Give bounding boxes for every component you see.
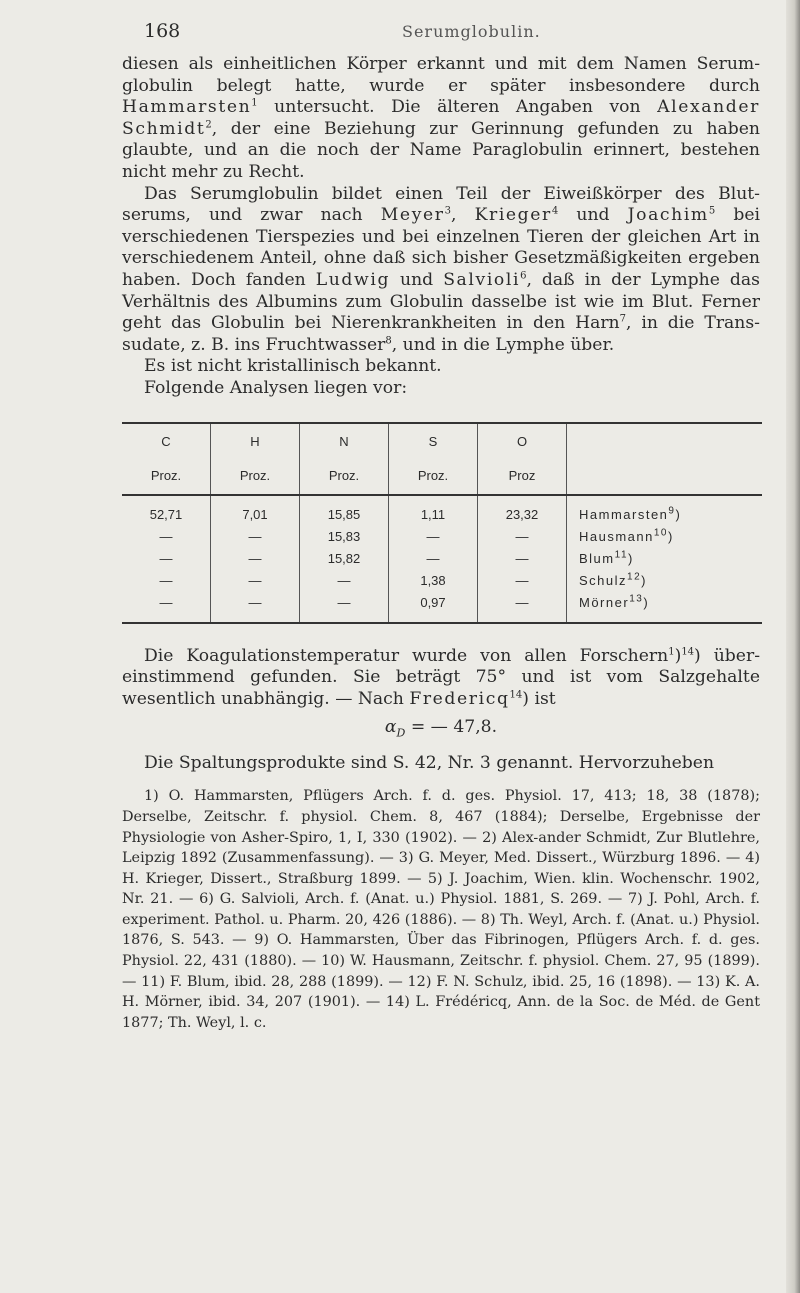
analysis-table xyxy=(122,422,762,624)
col-header-s: S Proz. xyxy=(389,423,478,495)
table-row: — — 15,82 — — Blum$^{11}$) xyxy=(122,548,762,570)
page-edge xyxy=(786,0,800,1293)
page-number: 168 xyxy=(144,20,181,42)
col-header-c: C Proz. xyxy=(122,423,211,495)
paragraph-6: Die Spaltungsprodukte sind S. 42, Nr. 3 genannt. Hervorzuheben xyxy=(144,752,715,773)
table-row: — — 15,83 — — Hausmann$^{10}$) xyxy=(122,526,762,548)
rotation-formula: $\alpha_D$ = — 47,8. xyxy=(384,717,498,740)
table-row: — — — 0,97 — Mörner$^{13}$) xyxy=(122,592,762,623)
paragraph-1: diesen als einheitlichen Körper erkannt und mit dem Namen Serum-globulin belegt hatte, wurde er später insbesondere durch Hammarsten$^1$ untersucht. Die älteren Angaben von Alexander Schmidt$^2$, der eine Beziehung zur Gerinnung gefunden zu haben glaubte, und an die noch der Name Paraglobulin erinnert, bestehen nicht mehr zu Recht. xyxy=(122,54,760,182)
table-header-row xyxy=(122,423,762,495)
col-header-source xyxy=(567,423,763,495)
page-header xyxy=(122,20,760,54)
footnotes xyxy=(122,786,760,1033)
table-row: 52,71 7,01 15,85 1,11 23,32 Hammarsten$^9$) xyxy=(122,495,762,526)
footnote-text: 1) O. Hammarsten, Pflügers Arch. f. d. ges. Physiol. 17, 413; 18, 38 (1878); Derselbe, Zeitschr. f. physiol. Chem. 8, 467 (1884); Derselbe, Ergebnisse der Physiologie von Asher-Spiro, 1, I, 330 (1902). — 2) Alex-ander Schmidt, Zur Blutlehre, Leipzig 1892 (Zusammenfassung). — 3) G. Meyer, Med. Dissert., Würzburg 1896. — 4) H. Krieger, Dissert., Straßburg 1899. — 5) J. Joachim, Wien. klin. Wochenschr. 1902, Nr. 21. — 6) G. Salvioli, Arch. f. (Anat. u.) Physiol. 1881, S. 269. — 7) J. Pohl, Arch. f. experiment. Pathol. u. Pharm. 20, 426 (1886). — 8) Th. Weyl, Arch. f. (Anat. u.) Physiol. 1876, S. 543. — 9) O. Hammarsten, Über das Fibrinogen, Pflügers Arch. f. d. ges. Physiol. 22, 431 (1880). — 10) W. Hausmann, Zeitschr. f. physiol. Chem. 27, 95 (1899). — 11) F. Blum, ibid. 28, 288 (1899). — 12) F. N. Schulz, ibid. 25, 16 (1898). — 13) K. A. H. Mörner, ibid. 34, 207 (1901). — 14) L. Frédéricq, Ann. de la Soc. de Méd. de Gent 1877; Th. Weyl, l. c. xyxy=(122,788,760,1031)
col-header-o: O Proz xyxy=(478,423,567,495)
col-header-h: H Proz. xyxy=(211,423,300,495)
paragraph-4: Folgende Analysen liegen vor: xyxy=(144,377,408,398)
col-header-n: N Proz. xyxy=(300,423,389,495)
table-row: — — — 1,38 — Schulz$^{12}$) xyxy=(122,570,762,592)
paragraph-5: Die Koagulationstemperatur wurde von allen Forschern$^1$)$^{14}$) über-einstimmend gefunden. Sie beträgt 75° und ist vom Salzgehalte wesentlich unabhängig. — Nach Fredericq$^{14}$) ist xyxy=(122,645,760,709)
running-title: Serumglobulin. xyxy=(402,22,541,41)
paragraph-2: Das Serumglobulin bildet einen Teil der Eiweißkörper des Blut-serums, und zwar nach Meyer$^3$, Krieger$^4$ und Joachim$^5$ bei verschiedenen Tierspezies und bei einzelnen Tieren der gleichen Art in verschiedenem Anteil, ohne daß sich bisher Gesetzmäßigkeiten ergeben haben. Doch fanden Ludwig und Salvioli$^6$, daß in der Lymphe das Verhältnis des Albumins zum Globulin dasselbe ist wie im Blut. Ferner geht das Globulin bei Nierenkrankheiten in den Harn$^7$, in die Trans-sudate, z. B. ins Fruchtwasser$^8$, und in die Lymphe über. xyxy=(122,183,760,355)
paragraph-3: Es ist nicht kristallinisch bekannt. xyxy=(144,356,442,377)
